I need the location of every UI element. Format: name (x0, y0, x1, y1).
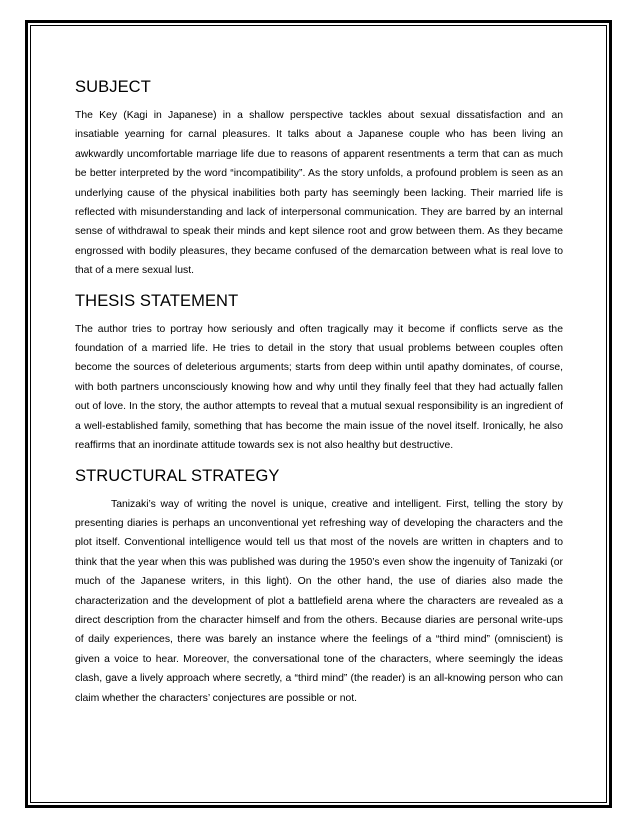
heading-subject: SUBJECT (75, 78, 151, 96)
document-body (75, 76, 563, 708)
heading-thesis-statement: THESIS STATEMENT (75, 291, 239, 310)
paragraph-subject: The Key (Kagi in Japanese) in a shallow perspective tackles about sexual dissatisfaction and an insatiable yearning for carnal pleasures. It talks about a Japanese couple who has been living an awkwardly uncomfortable marriage life due to reasons of apparent resentments a term that can as much be better interpreted by the word “incompatibility”. As the story unfolds, a profound problem is seen as an underlying cause of the physical inabilities both party has seemingly been lacking. Their married life is reflected with misunderstanding and lack of interpersonal communication. They are barred by an internal sense of withdrawal to speak their minds and kept silence root and grow between them. As they became engrossed with bodily pleasures, they became confused of the demarcation between what is real love to that of a mere sexual lust. (75, 110, 563, 277)
heading-structural-strategy: STRUCTURAL STRATEGY (75, 466, 280, 485)
paragraph-structural-strategy: Tanizaki’s way of writing the novel is unique, creative and intelligent. First, telling the story by presenting diaries is perhaps an unconventional yet refreshing way of developing the characters and the plot itself. Conventional intelligence would tell us that most of the novels are written in chapters and to think that the year when this was published was during the 1950’s even show the ingenuity of Tanizaki (or much of the Japanese writers, in this light). On the other hand, the use of diaries also made the characterization and the development of plot a battlefield arena where the characters are revealed as a direct description from the character himself and from the others. Because diaries are personal write-ups of daily experiences, there was barely an instance where the feelings of a “third mind” (omniscient) is given a voice to hear. Moreover, the conversational tone of the characters, where seemingly the ideas clash, gave a lively approach where secretly, a “third mind” (the reader) is an all-knowing person who can claim whether the characters’ conjectures are possible or not. (75, 498, 563, 704)
paragraph-thesis-statement: The author tries to portray how seriously and often tragically may it become if conflicts serve as the foundation of a married life. He tries to detail in the story that usual problems between couples often become the sources of deleterious arguments; starts from deep within until apathy dominates, of course, with both partners unconsciously knowing how and why until they finally feel that they had actually fallen out of love. In the story, the author attempts to reveal that a mutual sexual responsibility is an ingredient of a well-established family, something that has become the main issue of the novel itself. Ironically, he also reaffirms that an inordinate attitude towards sex is not also healthy but destructive. (75, 323, 563, 452)
